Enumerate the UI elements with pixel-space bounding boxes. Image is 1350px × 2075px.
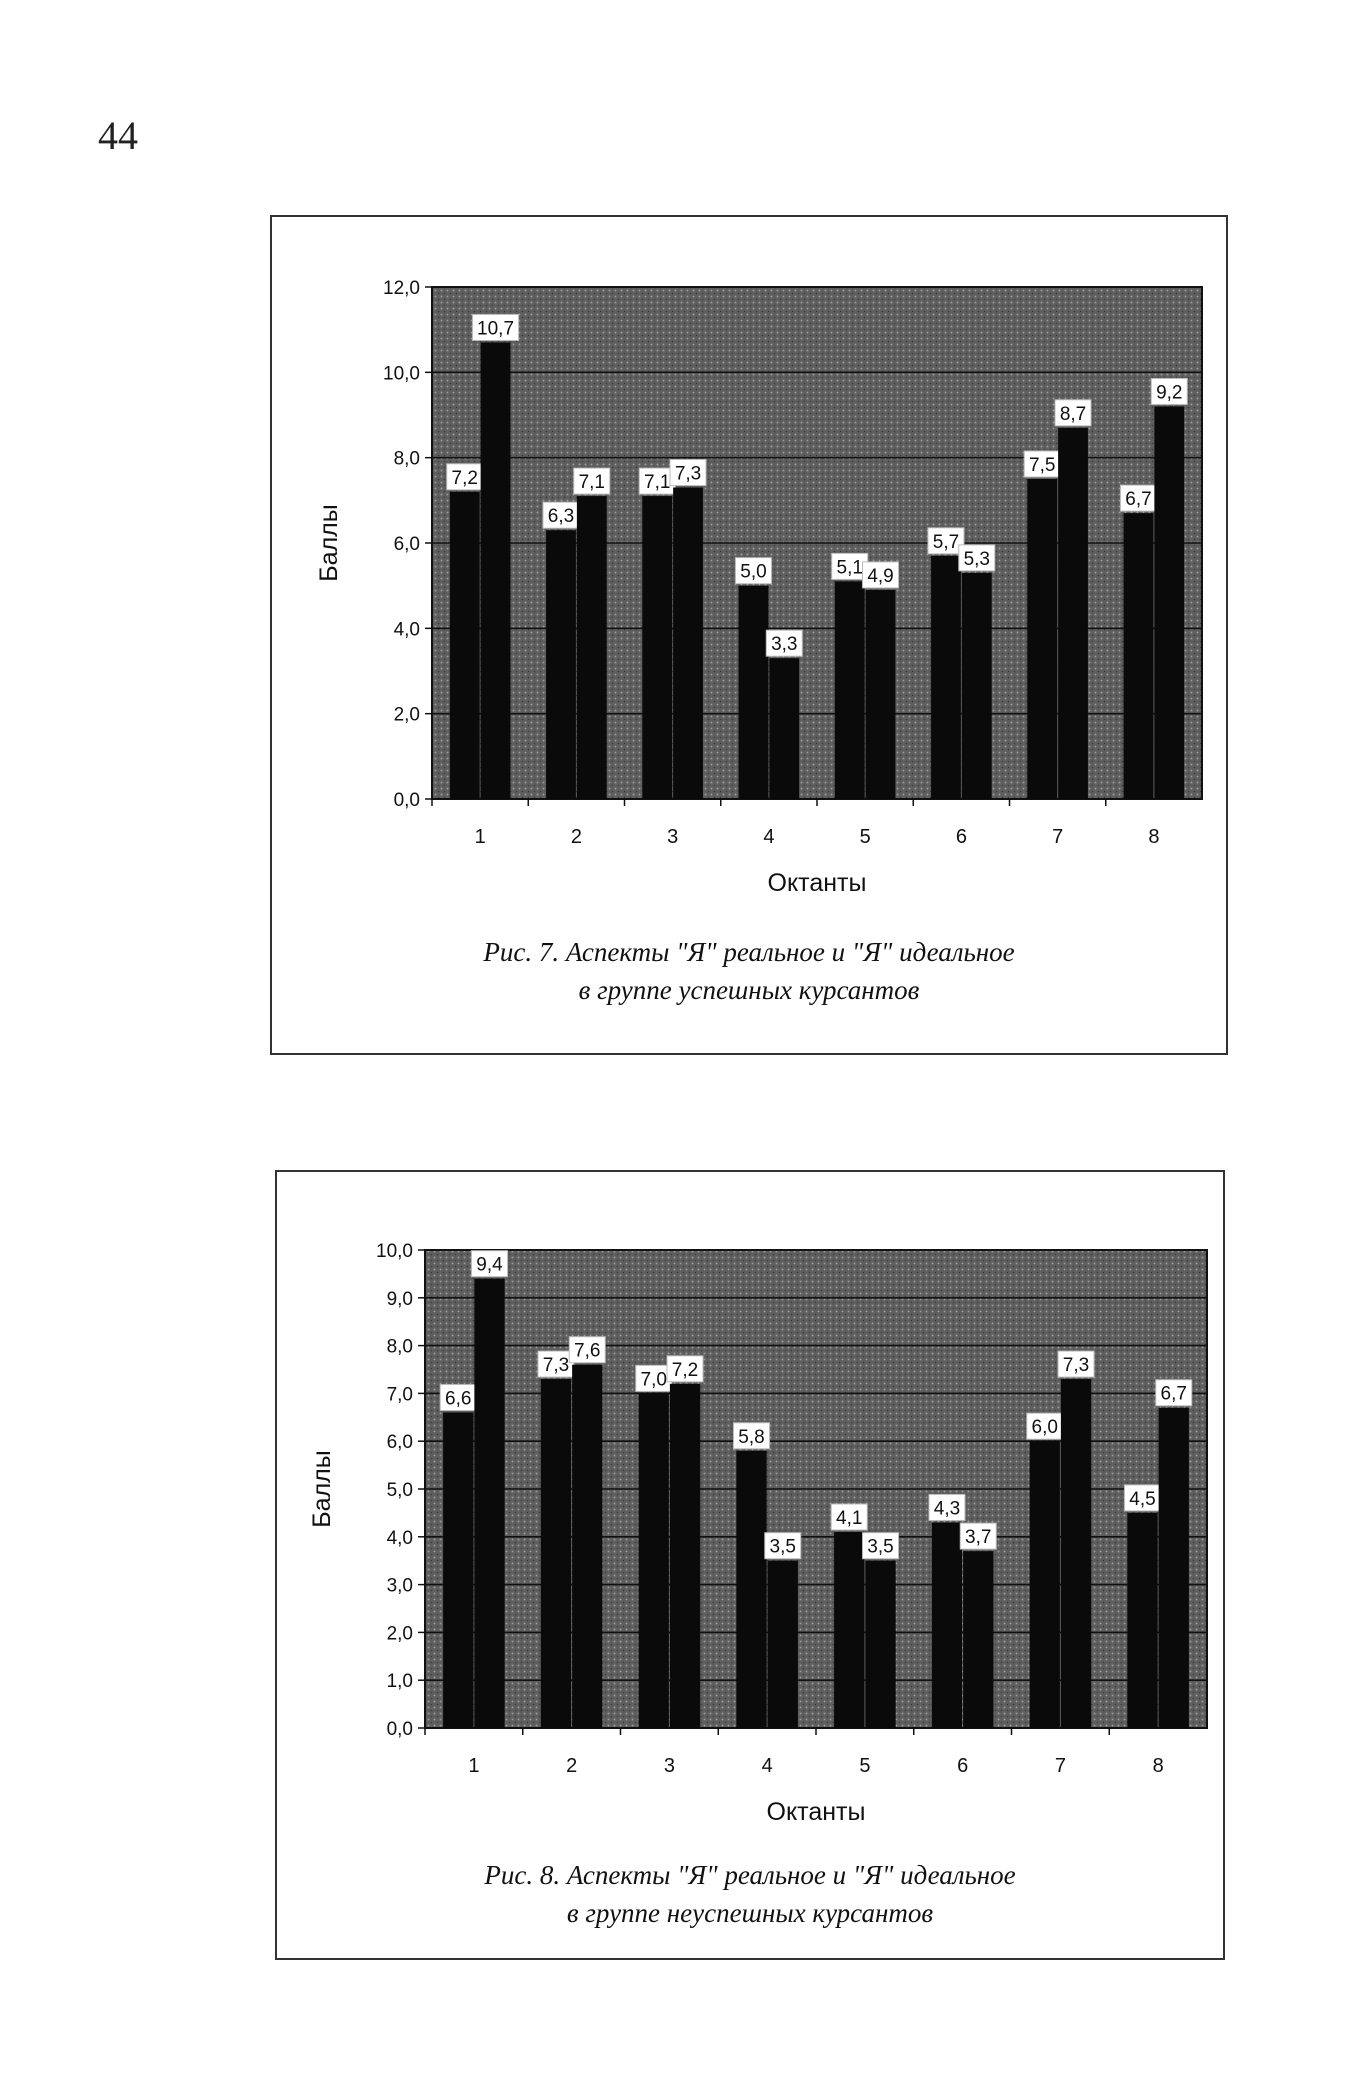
bar <box>450 492 480 799</box>
bar <box>931 556 961 799</box>
data-label: 7,0 <box>640 1369 667 1391</box>
x-tick-label: 8 <box>1148 826 1160 848</box>
data-label: 7,1 <box>578 472 605 494</box>
bar <box>443 1413 473 1728</box>
data-label: 3,5 <box>769 1536 796 1558</box>
x-axis-title: Октанты <box>767 869 867 897</box>
y-tick-label: 2,0 <box>386 1623 413 1645</box>
y-tick-label: 10,0 <box>376 1241 413 1262</box>
data-label: 5,0 <box>740 561 767 583</box>
data-label: 6,7 <box>1160 1383 1187 1405</box>
bar <box>1061 1379 1091 1728</box>
caption-line-1: Рис. 8. Аспекты "Я" реальное и "Я" идеальное <box>484 1860 1016 1890</box>
data-label: 4,9 <box>867 565 894 587</box>
y-tick-label: 6,0 <box>393 534 420 555</box>
y-tick-label: 1,0 <box>386 1671 413 1693</box>
y-tick-label: 7,0 <box>386 1384 413 1406</box>
x-tick-label: 4 <box>761 1755 773 1777</box>
bar <box>1058 428 1088 799</box>
bar <box>642 496 672 799</box>
x-tick-label: 5 <box>859 826 871 848</box>
bar <box>541 1379 571 1728</box>
data-label: 7,3 <box>542 1355 570 1377</box>
data-label: 4,1 <box>836 1508 863 1530</box>
y-tick-label: 4,0 <box>386 1527 413 1549</box>
data-label: 4,5 <box>1129 1488 1156 1510</box>
x-tick-label: 3 <box>667 826 679 848</box>
figure-7 <box>270 215 1228 1055</box>
x-tick-label: 2 <box>570 826 582 848</box>
x-tick-label: 5 <box>859 1755 871 1777</box>
bar <box>1159 1408 1189 1728</box>
data-label: 5,7 <box>932 531 960 553</box>
bar <box>1124 513 1154 799</box>
bar <box>481 342 511 799</box>
bar <box>474 1279 504 1728</box>
y-axis-title: Баллы <box>315 504 343 582</box>
x-tick-label: 8 <box>1152 1755 1164 1777</box>
caption-line-2: в группе неуспешных курсантов <box>566 1898 934 1928</box>
data-label: 7,3 <box>674 463 702 485</box>
y-tick-label: 0,0 <box>386 1719 413 1740</box>
x-tick-label: 2 <box>566 1755 578 1777</box>
data-label: 6,6 <box>445 1388 472 1410</box>
y-tick-label: 8,0 <box>386 1336 413 1358</box>
data-label: 6,3 <box>547 506 575 528</box>
x-tick-label: 1 <box>468 1755 480 1777</box>
y-tick-label: 6,0 <box>386 1432 413 1454</box>
data-label: 3,7 <box>965 1527 992 1549</box>
y-tick-label: 5,0 <box>386 1480 413 1501</box>
bar <box>962 573 992 799</box>
y-axis-title: Баллы <box>308 1450 336 1528</box>
y-tick-label: 10,0 <box>383 363 420 385</box>
x-tick-label: 3 <box>663 1755 675 1777</box>
data-label: 6,7 <box>1125 489 1152 511</box>
bar <box>769 658 799 799</box>
bar <box>1127 1513 1157 1728</box>
data-label: 5,8 <box>738 1426 765 1448</box>
bar-chart-unsuccessful-cadets <box>277 1172 1223 1842</box>
figure-caption <box>272 933 1226 1009</box>
x-tick-label: 6 <box>955 826 967 848</box>
data-label: 3,3 <box>771 634 798 656</box>
caption-line-2: в группе успешных курсантов <box>578 975 920 1005</box>
bar <box>1154 406 1184 799</box>
bar <box>834 1532 864 1728</box>
x-tick-label: 6 <box>957 1755 969 1777</box>
x-tick-label: 7 <box>1054 1755 1066 1777</box>
data-label: 7,5 <box>1029 455 1056 476</box>
bar-chart-successful-cadets <box>272 217 1226 917</box>
x-tick-label: 1 <box>474 826 486 848</box>
figure-caption <box>277 1856 1223 1932</box>
bar <box>577 496 607 799</box>
bar <box>1030 1441 1060 1728</box>
bar <box>670 1384 700 1728</box>
data-label: 8,7 <box>1059 403 1087 425</box>
figure-8 <box>275 1170 1225 1960</box>
x-tick-label: 4 <box>763 826 775 848</box>
data-label: 9,2 <box>1156 382 1183 404</box>
bar <box>932 1522 962 1728</box>
y-tick-label: 8,0 <box>393 448 420 470</box>
bar <box>739 586 769 799</box>
data-label: 3,5 <box>867 1536 894 1558</box>
data-label: 7,2 <box>671 1359 699 1381</box>
bar <box>736 1451 766 1728</box>
data-label: 7,2 <box>451 467 478 489</box>
data-label: 4,3 <box>933 1498 961 1520</box>
y-tick-label: 3,0 <box>386 1575 413 1597</box>
page-number: 44 <box>98 113 138 158</box>
data-label: 6,0 <box>1031 1417 1058 1439</box>
data-label: 9,4 <box>476 1254 503 1276</box>
y-tick-label: 2,0 <box>393 704 420 726</box>
x-axis-title: Октанты <box>766 1798 866 1826</box>
data-label: 10,7 <box>477 318 515 340</box>
bar <box>865 1561 895 1728</box>
bar <box>639 1393 669 1728</box>
bar <box>572 1365 602 1728</box>
x-tick-label: 7 <box>1052 826 1064 848</box>
bar <box>546 530 576 799</box>
bar <box>963 1551 993 1728</box>
data-label: 7,6 <box>574 1340 601 1362</box>
bar <box>866 590 896 799</box>
data-label: 5,1 <box>836 557 863 579</box>
data-label: 5,3 <box>963 548 990 570</box>
bar <box>835 581 865 799</box>
bar <box>768 1561 798 1728</box>
data-label: 7,3 <box>1062 1355 1090 1377</box>
y-tick-label: 9,0 <box>386 1288 413 1310</box>
y-tick-label: 4,0 <box>393 619 420 641</box>
y-tick-label: 12,0 <box>383 278 420 299</box>
bar <box>673 488 703 799</box>
data-label: 7,1 <box>644 472 671 494</box>
y-tick-label: 0,0 <box>393 790 420 811</box>
caption-line-1: Рис. 7. Аспекты "Я" реальное и "Я" идеальное <box>483 937 1015 967</box>
bar <box>1027 479 1057 799</box>
